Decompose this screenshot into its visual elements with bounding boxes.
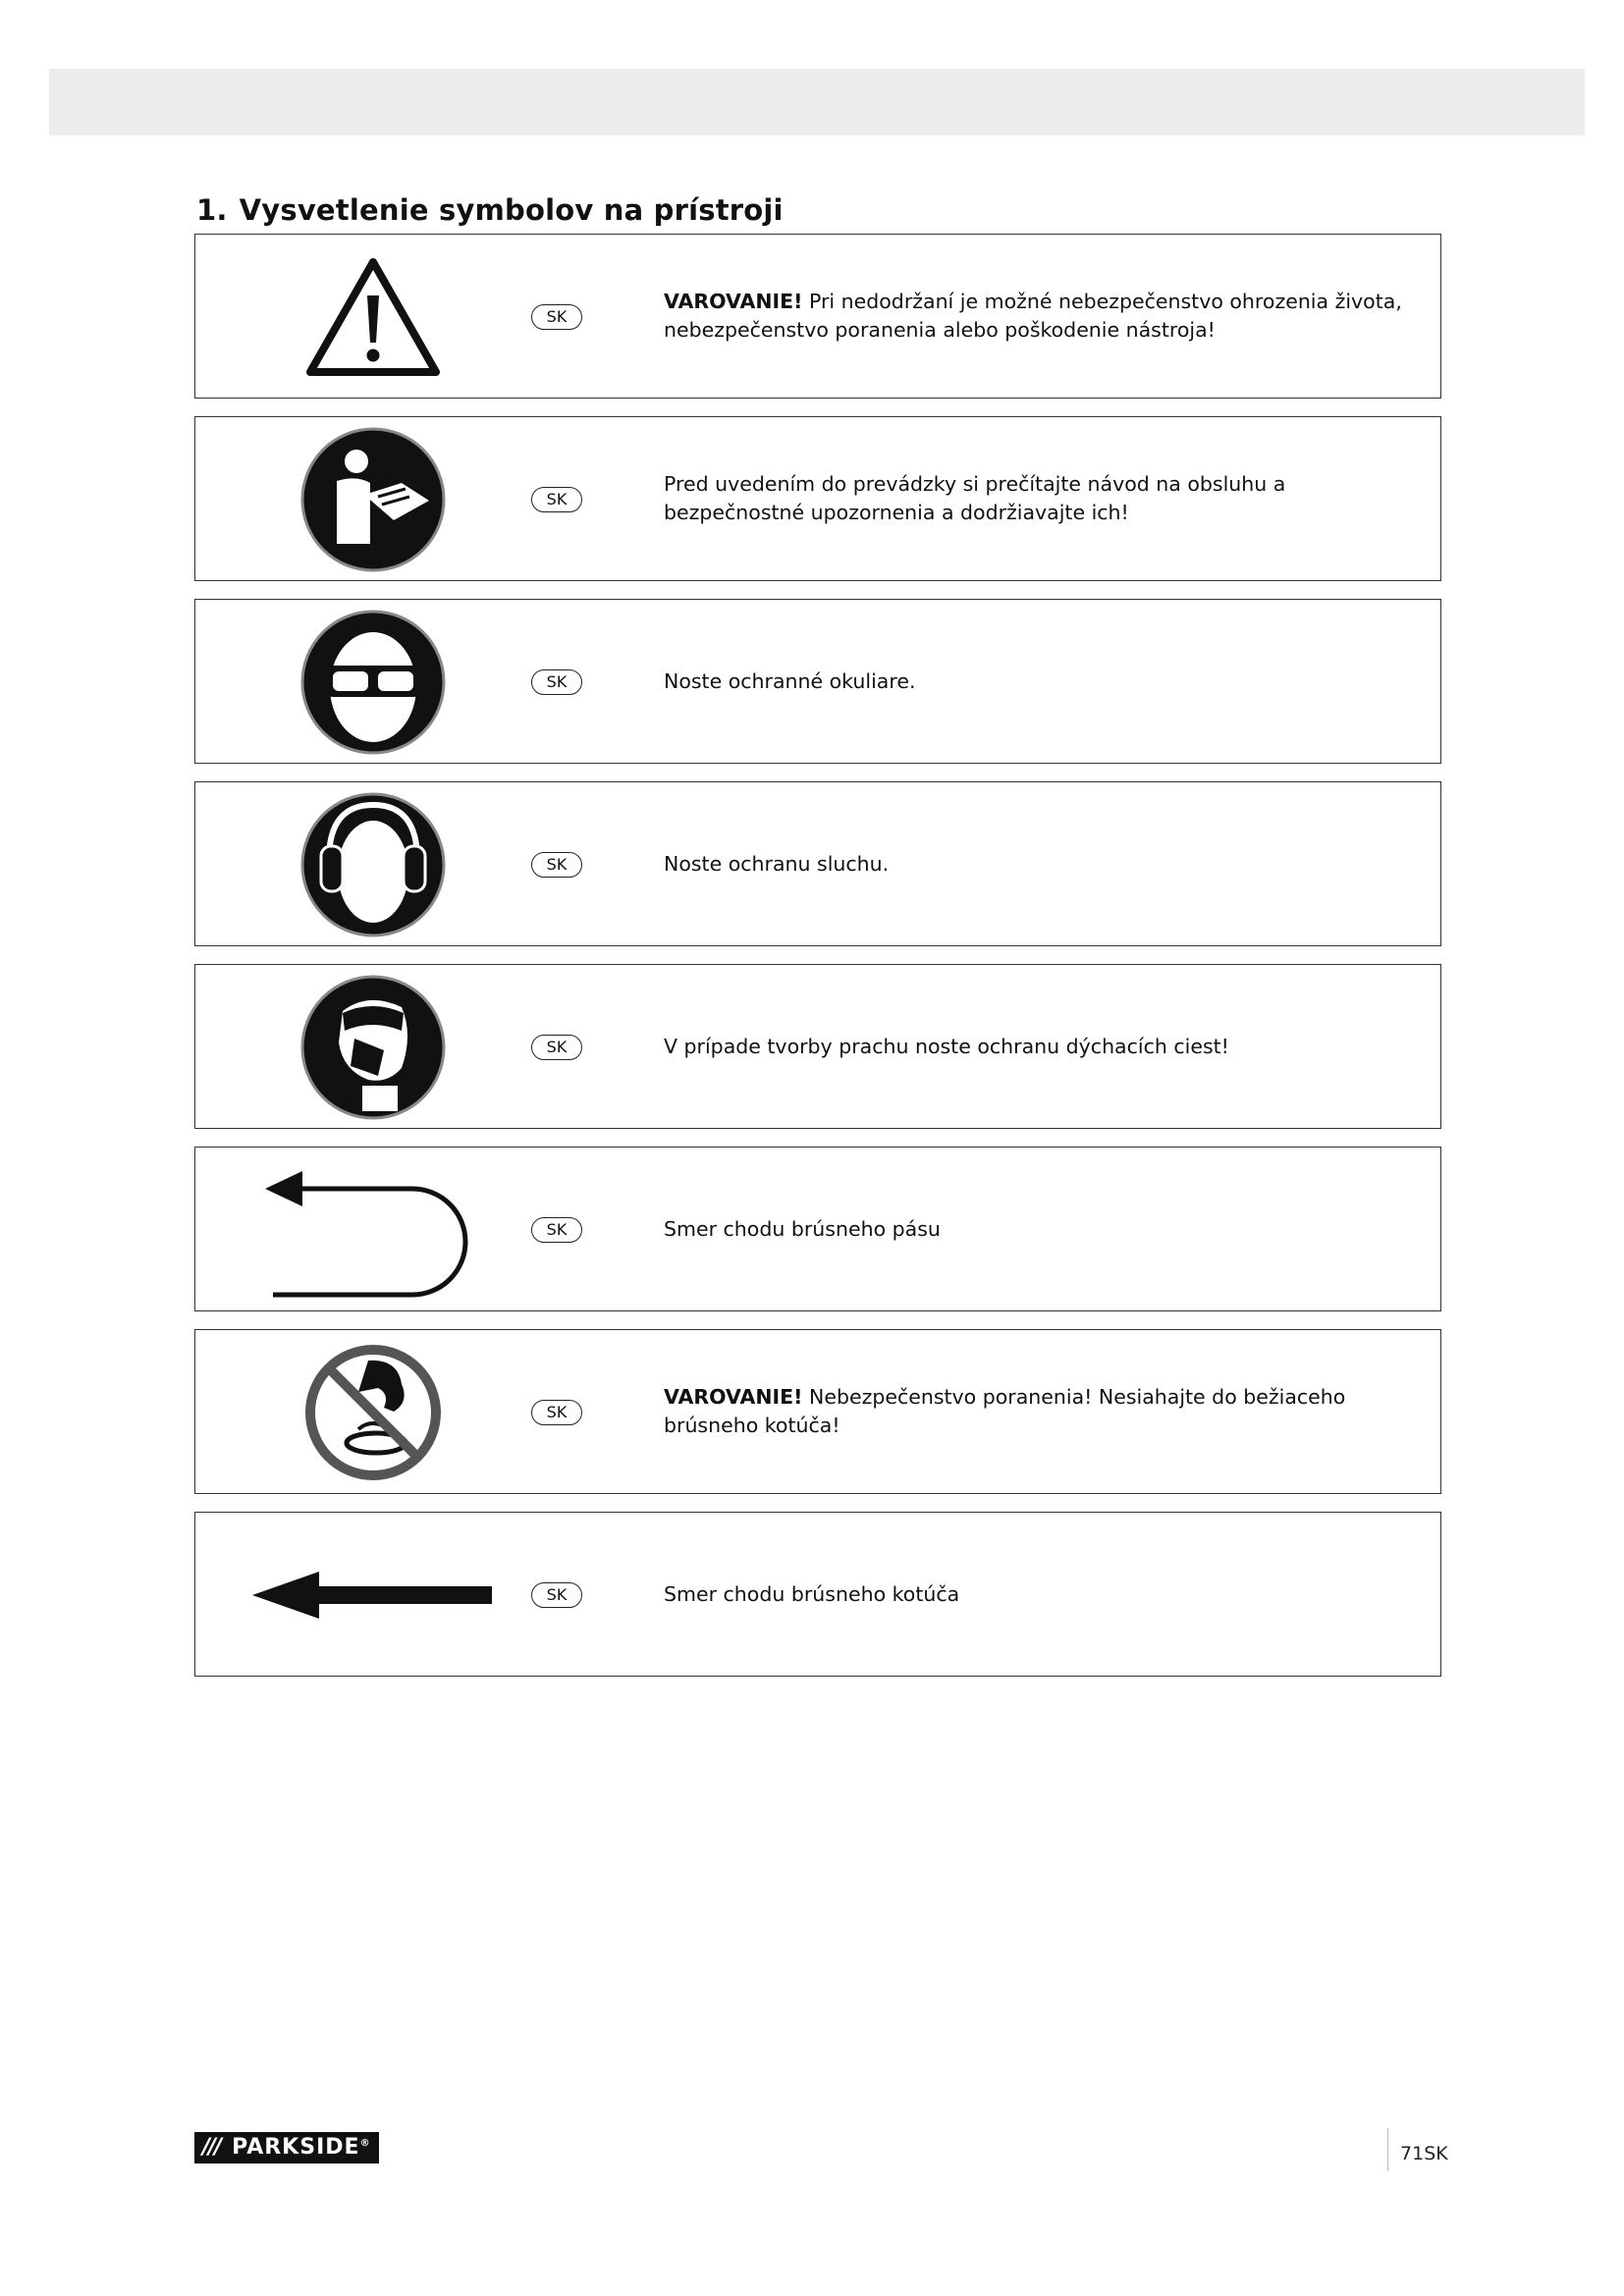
symbol-description <box>664 782 1431 945</box>
header-bar <box>49 69 1585 135</box>
symbol-description <box>664 1513 1431 1676</box>
language-badge: SK <box>531 487 582 512</box>
logo-slashes: /// <box>202 2135 221 2160</box>
symbol-description <box>664 965 1431 1128</box>
symbol-table <box>194 234 1441 1694</box>
no-touch-rotating-disc-icon <box>250 1344 496 1481</box>
warning-label: VAROVANIE! <box>664 290 803 313</box>
description-text: Noste ochranu sluchu. <box>664 851 890 876</box>
description-text: Nebezpečenstvo poranenia! Nesiahajte do bežiaceho brúsneho kotúča! <box>664 1385 1346 1437</box>
symbol-description <box>664 1148 1431 1310</box>
warning-label: VAROVANIE! <box>664 1385 803 1409</box>
description-text: V prípade tvorby prachu noste ochranu dýchacích ciest! <box>664 1034 1229 1058</box>
eye-protection-icon <box>250 614 496 751</box>
description-text: Pri nedodržaní je možné nebezpečenstvo ohrozenia života, nebezpečenstvo poranenia alebo poškodenie nástroja! <box>664 290 1402 342</box>
page-number <box>1400 2143 1448 2164</box>
description-text: Noste ochranné okuliare. <box>664 668 916 693</box>
symbol-row <box>194 1329 1441 1494</box>
symbol-description <box>664 600 1431 763</box>
logo-brand <box>226 2132 378 2163</box>
language-badge: SK <box>531 304 582 330</box>
footer-divider <box>1387 2128 1388 2171</box>
logo-brand-text: PARKSIDE <box>232 2135 360 2160</box>
hearing-protection-icon <box>250 796 496 934</box>
belt-direction-icon <box>250 1161 496 1299</box>
symbol-row <box>194 781 1441 946</box>
warning-triangle-icon <box>250 248 496 386</box>
parkside-logo <box>194 2132 379 2163</box>
section-heading <box>196 193 784 227</box>
symbol-description <box>664 1330 1431 1493</box>
read-manual-icon <box>250 431 496 568</box>
language-badge: SK <box>531 669 582 695</box>
section-number: 1. <box>196 193 228 227</box>
language-badge: SK <box>531 1400 582 1425</box>
symbol-row <box>194 1512 1441 1677</box>
language-badge: SK <box>531 1217 582 1243</box>
symbol-row <box>194 599 1441 764</box>
symbol-description <box>664 235 1431 398</box>
symbol-row <box>194 1147 1441 1311</box>
logo-registered-mark: ® <box>359 2138 371 2149</box>
description-text: Pred uvedením do prevádzky si prečítajte návod na obsluhu a bezpečnostné upozornenia a dodržiavajte ich! <box>664 472 1286 524</box>
page-language: SK <box>1424 2143 1448 2164</box>
respiratory-protection-icon <box>250 979 496 1116</box>
disc-direction-arrow-icon <box>250 1526 496 1664</box>
description-text: Smer chodu brúsneho kotúča <box>664 1581 960 1606</box>
language-badge: SK <box>531 1035 582 1060</box>
symbol-description <box>664 417 1431 580</box>
language-badge: SK <box>531 852 582 878</box>
section-title: Vysvetlenie symbolov na prístroji <box>239 193 784 227</box>
description-text: Smer chodu brúsneho pásu <box>664 1216 941 1241</box>
page-number-value: 71 <box>1400 2143 1425 2164</box>
symbol-row <box>194 416 1441 581</box>
language-badge: SK <box>531 1582 582 1608</box>
symbol-row <box>194 964 1441 1129</box>
symbol-row <box>194 234 1441 399</box>
